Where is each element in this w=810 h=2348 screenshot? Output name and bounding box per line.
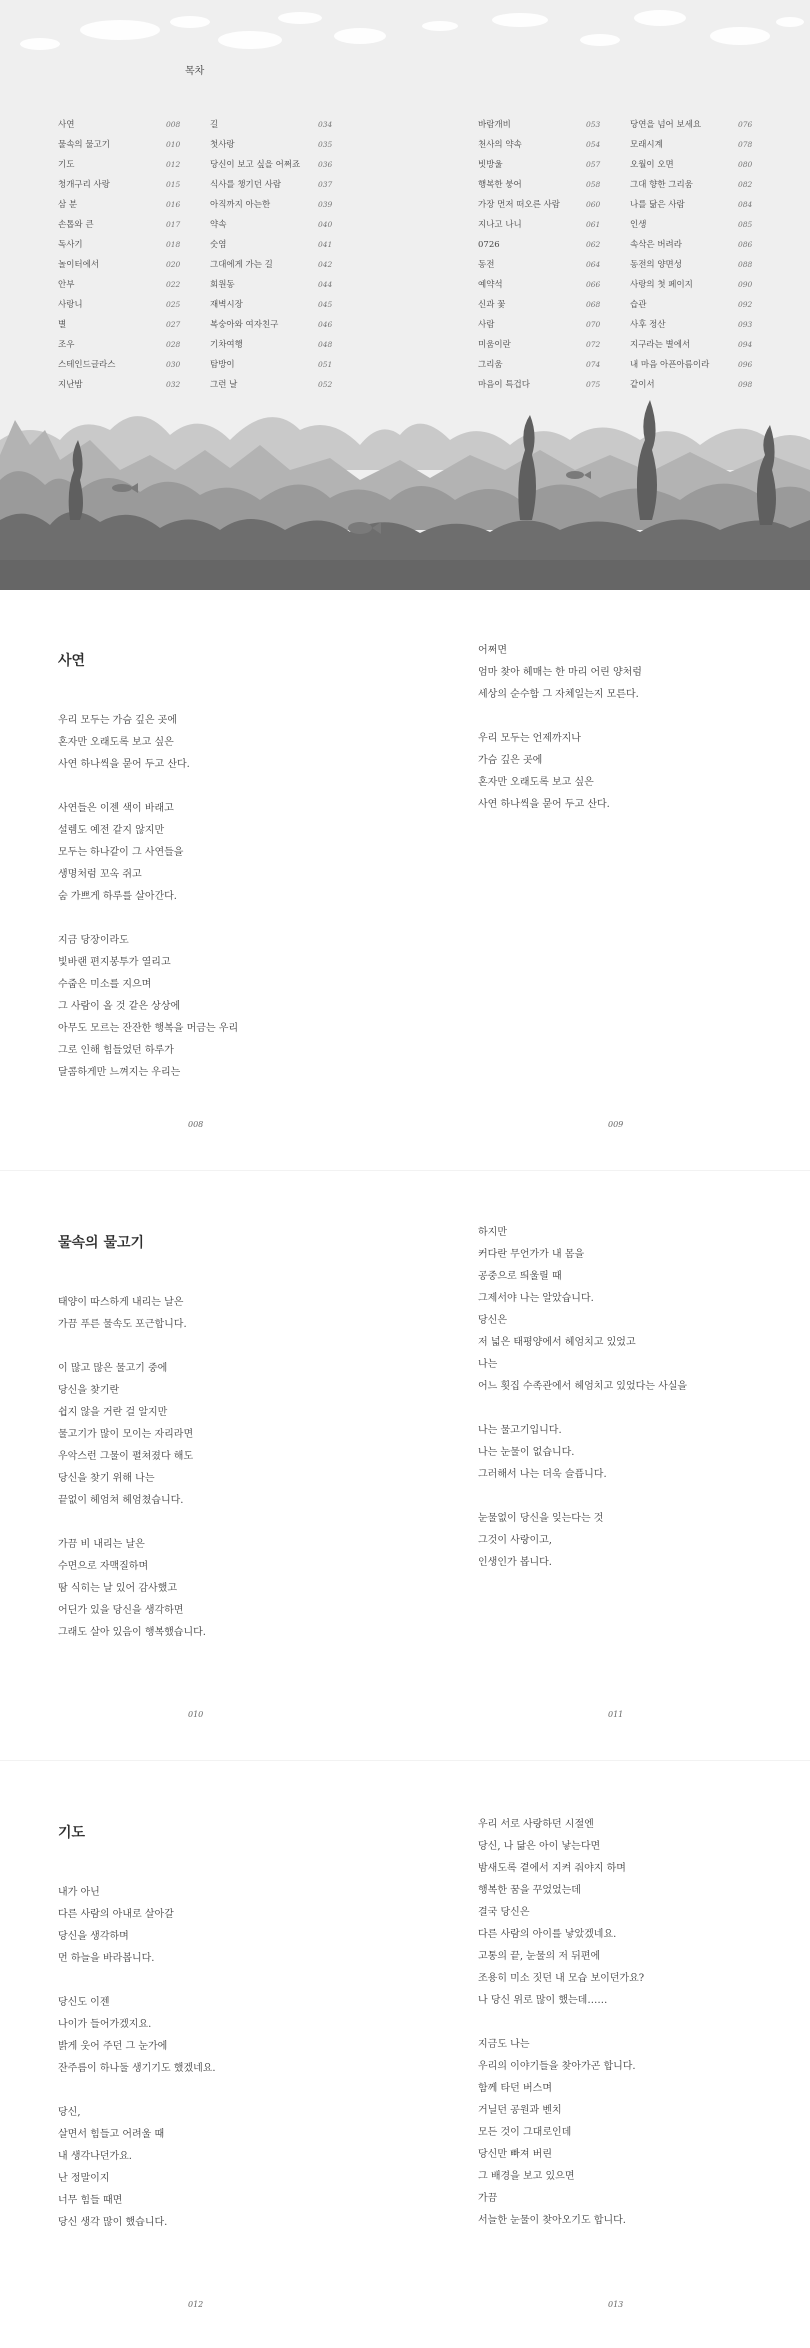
poem-line: 행복한 꿈을 꾸었었는데 bbox=[478, 1885, 581, 1896]
poem-line: 다른 사람의 아이를 낳았겠네요. bbox=[478, 1929, 617, 1940]
poem-line: 세상의 순수함 그 자체일는지 모른다. bbox=[478, 689, 639, 700]
poem-line: 너무 힘들 때면 bbox=[58, 2195, 123, 2206]
poem-line: 어느 횟집 수족관에서 헤엄치고 있었다는 사실을 bbox=[478, 1381, 688, 1392]
poem-line: 거닐던 공원과 벤치 bbox=[478, 2105, 562, 2116]
poem-line: 나 당신 위로 많이 했는데…… bbox=[478, 1995, 608, 2006]
poem-line: 나는 물고기입니다. bbox=[478, 1425, 562, 1436]
toc-entry[interactable]: 사랑니 025 bbox=[58, 300, 181, 310]
poem-line: 저 넓은 태평양에서 헤엄치고 있었고 bbox=[478, 1337, 636, 1348]
poem-line: 그로 인해 힘들었던 하루가 bbox=[58, 1045, 174, 1056]
toc-entry[interactable]: 신과 꽃 068 bbox=[478, 300, 601, 310]
poem-body-left bbox=[58, 710, 238, 1084]
poem-line: 물고기가 많이 모이는 자리라면 bbox=[58, 1429, 194, 1440]
poem-line: 난 정말이지 bbox=[58, 2173, 110, 2184]
toc-entry[interactable]: 천사의 약속 054 bbox=[478, 140, 601, 150]
page-number: 010 bbox=[188, 1710, 204, 1719]
poem-line: 우리의 이야기들을 찾아가곤 합니다. bbox=[478, 2061, 636, 2072]
toc-entry[interactable]: 재벽시장 045 bbox=[210, 300, 333, 310]
toc-entry[interactable]: 그대에게 가는 길 042 bbox=[210, 260, 333, 270]
spread-2 bbox=[0, 1170, 810, 1760]
poem-line: 나는 bbox=[478, 1359, 498, 1370]
toc-entry[interactable]: 사연 008 bbox=[58, 120, 181, 130]
poem-line: 우리 모두는 언제까지나 bbox=[478, 733, 581, 744]
toc-entry[interactable]: 미움이란 072 bbox=[478, 340, 601, 350]
poem-body-right bbox=[478, 640, 642, 816]
page-number: 013 bbox=[608, 2300, 624, 2309]
poem-line: 가끔 bbox=[478, 2193, 498, 2204]
poem-line: 내가 아닌 bbox=[58, 1887, 100, 1898]
toc-entry[interactable]: 놀이터에서 020 bbox=[58, 260, 181, 270]
toc-entry[interactable]: 사후 정산 093 bbox=[630, 320, 753, 330]
poem-line: 나이가 들어가겠지요. bbox=[58, 2019, 152, 2030]
poem-line: 당신, bbox=[58, 2107, 81, 2118]
toc-entry[interactable]: 바람개비 053 bbox=[478, 120, 601, 130]
toc-entry[interactable]: 식사를 챙기던 사람 037 bbox=[210, 180, 333, 190]
stanza-break bbox=[478, 1398, 687, 1420]
toc-entry[interactable]: 습관 092 bbox=[630, 300, 753, 310]
toc-entry[interactable]: 약속 040 bbox=[210, 220, 333, 230]
poem-line: 생명처럼 꼬옥 쥐고 bbox=[58, 869, 142, 880]
toc-entry[interactable]: 그런 날 052 bbox=[210, 380, 333, 390]
poem-line: 사연 하나씩을 묻어 두고 산다. bbox=[478, 799, 610, 810]
poem-line: 먼 하늘을 바라봅니다. bbox=[58, 1953, 155, 1964]
toc-entry[interactable]: 행복한 붕어 058 bbox=[478, 180, 601, 190]
poem-line: 다른 사람의 아내로 살아갈 bbox=[58, 1909, 174, 1920]
poem-line: 인생인가 봅니다. bbox=[478, 1557, 552, 1568]
poem-line: 그것이 사랑이고, bbox=[478, 1535, 552, 1546]
stanza-break bbox=[58, 1512, 206, 1534]
poem-line: 그 배경을 보고 있으면 bbox=[478, 2171, 575, 2182]
poem-body-left bbox=[58, 1292, 206, 1644]
toc-entry[interactable]: 사랑의 첫 페이지 090 bbox=[630, 280, 753, 290]
toc-entry[interactable]: 나를 닮은 사람 084 bbox=[630, 200, 753, 210]
page-number: 011 bbox=[608, 1710, 624, 1719]
poem-line: 당신을 생각하며 bbox=[58, 1931, 129, 1942]
toc-entry[interactable]: 같이서 098 bbox=[630, 380, 753, 390]
poem-line: 지금 당장이라도 bbox=[58, 935, 129, 946]
stanza-break bbox=[58, 1970, 216, 1992]
stanza-break bbox=[58, 908, 238, 930]
poem-line: 이 많고 많은 물고기 중에 bbox=[58, 1363, 168, 1374]
poem-line: 지금도 나는 bbox=[478, 2039, 530, 2050]
poem-line: 끝없이 헤엄쳐 헤엄쳤습니다. bbox=[58, 1495, 184, 1506]
toc-entry[interactable]: 청개구리 사랑 015 bbox=[58, 180, 181, 190]
poem-line: 쉽지 않을 거란 걸 알지만 bbox=[58, 1407, 168, 1418]
poem-line: 설렘도 예전 같지 않지만 bbox=[58, 825, 165, 836]
toc-entry[interactable]: 가장 먼저 떠오른 사람 060 bbox=[478, 200, 601, 210]
poem-line: 모든 것이 그대로인데 bbox=[478, 2127, 572, 2138]
poem-line: 혼자만 오래도록 보고 싶은 bbox=[478, 777, 594, 788]
toc-entry[interactable]: 삼 분 016 bbox=[58, 200, 181, 210]
toc-entry[interactable]: 빗방울 057 bbox=[478, 160, 601, 170]
toc-entry[interactable]: 독사기 018 bbox=[58, 240, 181, 250]
toc-entry[interactable]: 속삭은 버려라 086 bbox=[630, 240, 753, 250]
poem-line: 나는 눈물이 없습니다. bbox=[478, 1447, 575, 1458]
poem-line: 엄마 찾아 헤매는 한 마리 어린 양처럼 bbox=[478, 667, 642, 678]
toc-entry[interactable]: 아직까지 아는한 039 bbox=[210, 200, 333, 210]
toc-entry[interactable]: 그리움 074 bbox=[478, 360, 601, 370]
poem-line: 숨 가쁘게 하루를 살아간다. bbox=[58, 891, 177, 902]
toc-entry[interactable]: 스테인드글라스 030 bbox=[58, 360, 181, 370]
toc-entry[interactable]: 첫사랑 035 bbox=[210, 140, 333, 150]
poem-line: 그 사람이 올 것 같은 상상에 bbox=[58, 1001, 181, 1012]
toc-entry[interactable]: 길 034 bbox=[210, 120, 333, 130]
page-number: 008 bbox=[188, 1120, 204, 1129]
toc-entry[interactable]: 물속의 물고기 010 bbox=[58, 140, 181, 150]
poem-line: 내 생각나던가요. bbox=[58, 2151, 132, 2162]
poem-line: 서늘한 눈물이 찾아오기도 합니다. bbox=[478, 2215, 626, 2226]
toc-entry[interactable]: 손톱와 큰 017 bbox=[58, 220, 181, 230]
toc-entry[interactable]: 마음이 특겁다 075 bbox=[478, 380, 601, 390]
stanza-break bbox=[478, 2012, 644, 2034]
poem-line: 아무도 모르는 잔잔한 행복을 머금는 우리 bbox=[58, 1023, 239, 1034]
toc-entry[interactable]: 동전 064 bbox=[478, 260, 601, 270]
toc-entry[interactable]: 숫염 041 bbox=[210, 240, 333, 250]
poem-title: 사연 bbox=[58, 653, 86, 669]
toc-entry[interactable]: 사람 070 bbox=[478, 320, 601, 330]
poem-line: 당신을 찾기란 bbox=[58, 1385, 120, 1396]
toc-entry[interactable]: 복숭아와 여자친구 046 bbox=[210, 320, 333, 330]
stanza-break bbox=[478, 1486, 687, 1508]
poem-line: 빛바랜 편지봉투가 열리고 bbox=[58, 957, 171, 968]
poem-line: 사연들은 이젠 색이 바래고 bbox=[58, 803, 174, 814]
toc-entry[interactable]: 내 마음 아픈아름이라 096 bbox=[630, 360, 753, 370]
toc-title: 목차 bbox=[185, 66, 205, 77]
poem-line: 수줍은 미소를 지으며 bbox=[58, 979, 152, 990]
toc-entry[interactable]: 오월이 오면 080 bbox=[630, 160, 753, 170]
toc-entry[interactable]: 인생 085 bbox=[630, 220, 753, 230]
poem-line: 조용히 미소 짓던 내 모습 보이던가요? bbox=[478, 1973, 645, 1984]
poem-line: 어쩌면 bbox=[478, 645, 507, 656]
poem-line: 당신, 나 닮은 아이 낳는다면 bbox=[478, 1841, 601, 1852]
poem-line: 결국 당신은 bbox=[478, 1907, 530, 1918]
poem-line: 달콤하게만 느껴지는 우리는 bbox=[58, 1067, 181, 1078]
toc-entry[interactable]: 회원동 044 bbox=[210, 280, 333, 290]
poem-line: 당신도 이젠 bbox=[58, 1997, 110, 2008]
stanza-break bbox=[478, 706, 642, 728]
poem-line: 그러해서 나는 더욱 슬픕니다. bbox=[478, 1469, 607, 1480]
toc-entry[interactable]: 0726 062 bbox=[478, 240, 601, 250]
poem-line: 우리 모두는 가슴 깊은 곳에 bbox=[58, 715, 177, 726]
toc-entry[interactable]: 별 027 bbox=[58, 320, 181, 330]
poem-line: 밤새도록 곁에서 지켜 줘야지 하며 bbox=[478, 1863, 626, 1874]
poem-body-left bbox=[58, 1882, 216, 2234]
poem-line: 그제서야 나는 알았습니다. bbox=[478, 1293, 594, 1304]
toc-entry[interactable]: 지나고 나니 061 bbox=[478, 220, 601, 230]
poem-line: 당신을 찾기 위해 나는 bbox=[58, 1473, 155, 1484]
poem-line: 그래도 살아 있음이 행복했습니다. bbox=[58, 1627, 206, 1638]
toc-entry[interactable]: 지구라는 별에서 094 bbox=[630, 340, 753, 350]
toc-entry[interactable]: 안부 022 bbox=[58, 280, 181, 290]
page-number: 009 bbox=[608, 1120, 624, 1129]
poem-line: 혼자만 오래도록 보고 싶은 bbox=[58, 737, 174, 748]
poem-title: 물속의 물고기 bbox=[58, 1235, 145, 1251]
poem-line: 커다란 무언가가 내 몸을 bbox=[478, 1249, 585, 1260]
toc-entry[interactable]: 기차여행 048 bbox=[210, 340, 333, 350]
poem-line: 잔주름이 하나둘 생기기도 했겠네요. bbox=[58, 2063, 216, 2074]
stanza-break bbox=[58, 1336, 206, 1358]
poem-body-right bbox=[478, 1814, 644, 2232]
toc-entry[interactable]: 예약석 066 bbox=[478, 280, 601, 290]
poem-title: 기도 bbox=[58, 1825, 86, 1841]
toc-spread bbox=[0, 0, 810, 590]
poem-line: 가끔 푸른 물속도 포근합니다. bbox=[58, 1319, 187, 1330]
poem-line: 함께 타던 버스며 bbox=[478, 2083, 552, 2094]
poem-line: 수면으로 자맥질하며 bbox=[58, 1561, 149, 1572]
poem-line: 눈물없이 당신을 잊는다는 것 bbox=[478, 1513, 604, 1524]
poem-line: 공중으로 띄울릴 때 bbox=[478, 1271, 562, 1282]
page-number: 012 bbox=[188, 2300, 204, 2309]
toc-entry[interactable]: 지난밤 032 bbox=[58, 380, 181, 390]
poem-line: 우리 서로 사랑하던 시절엔 bbox=[478, 1819, 594, 1830]
toc-entry[interactable]: 모래시계 078 bbox=[630, 140, 753, 150]
poem-line: 가끔 비 내리는 날은 bbox=[58, 1539, 145, 1550]
poem-line: 고통의 끝, 눈물의 저 뒤편에 bbox=[478, 1951, 601, 1962]
poem-line: 밝게 웃어 주던 그 눈가에 bbox=[58, 2041, 168, 2052]
stanza-break bbox=[58, 2080, 216, 2102]
poem-line: 가슴 깊은 곳에 bbox=[478, 755, 543, 766]
poem-line: 모두는 하나같이 그 사연들을 bbox=[58, 847, 184, 858]
poem-line: 우악스런 그물이 펼쳐졌다 해도 bbox=[58, 1451, 194, 1462]
poem-line: 당신만 빠져 버린 bbox=[478, 2149, 552, 2160]
poem-line: 당신 생각 많이 했습니다. bbox=[58, 2217, 168, 2228]
toc-entry[interactable]: 동전의 양면성 088 bbox=[630, 260, 753, 270]
poem-line: 태양이 따스하게 내리는 날은 bbox=[58, 1297, 184, 1308]
poem-body-right bbox=[478, 1222, 687, 1574]
poem-line: 사연 하나씩을 묻어 두고 산다. bbox=[58, 759, 190, 770]
poem-line: 당신은 bbox=[478, 1315, 507, 1326]
stanza-break bbox=[58, 776, 238, 798]
toc-entry[interactable]: 당연을 넘어 보세요 076 bbox=[630, 120, 753, 130]
poem-line: 하지만 bbox=[478, 1227, 507, 1238]
spread-3 bbox=[0, 1760, 810, 2348]
poem-line: 어딘가 있을 당신을 생각하면 bbox=[58, 1605, 184, 1616]
toc-entry[interactable]: 조우 028 bbox=[58, 340, 181, 350]
poem-line: 살면서 힘들고 어려울 때 bbox=[58, 2129, 165, 2140]
spread-1 bbox=[0, 590, 810, 1170]
toc-entry[interactable]: 그대 향한 그리움 082 bbox=[630, 180, 753, 190]
toc-entry[interactable]: 당신이 보고 싶을 어쩌죠 036 bbox=[210, 160, 333, 170]
poem-line: 땀 식히는 날 있어 감사했고 bbox=[58, 1583, 177, 1594]
toc-entry[interactable]: 기도 012 bbox=[58, 160, 181, 170]
toc-entry[interactable]: 탐방이 051 bbox=[210, 360, 333, 370]
